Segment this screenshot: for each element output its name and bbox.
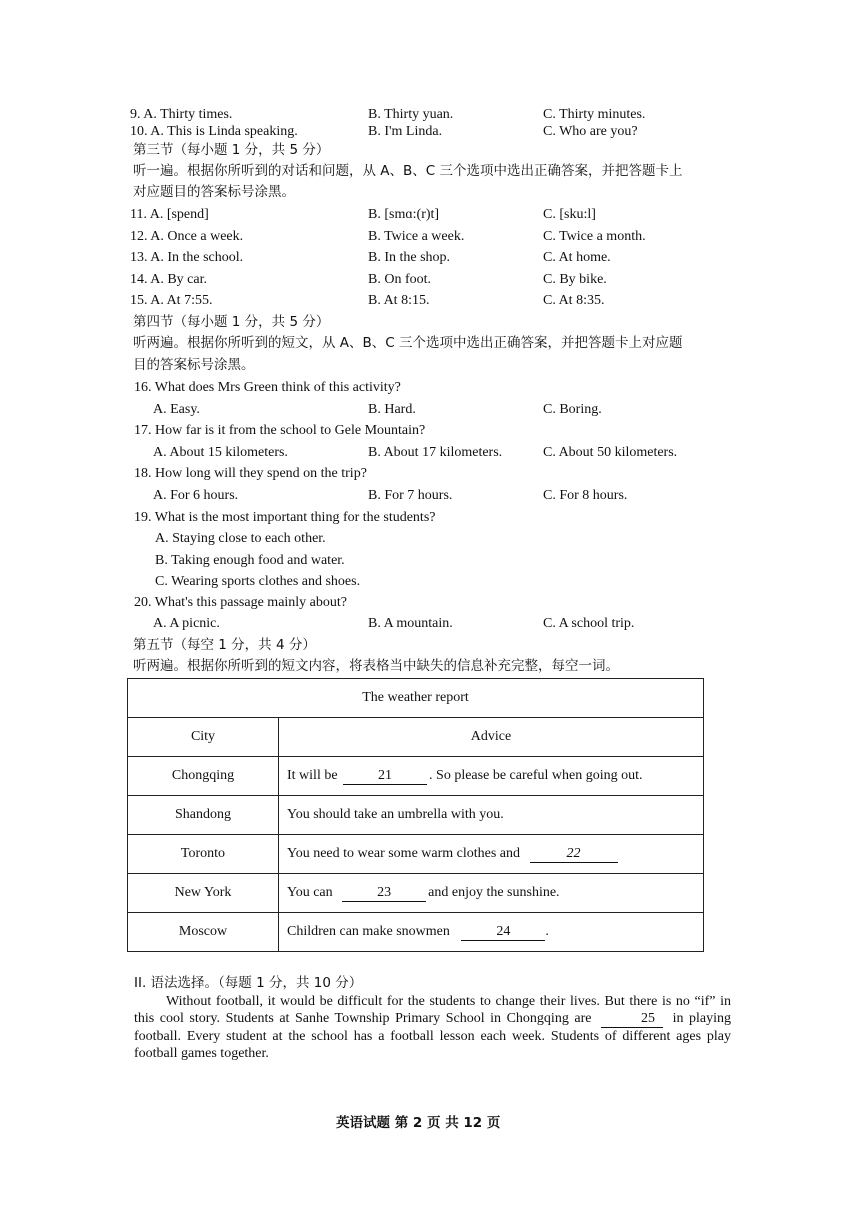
q16-question: 16. What does Mrs Green think of this activity? <box>134 380 401 395</box>
section4-instruction-line2: 目的答案标号涂黑。 <box>133 357 255 373</box>
q15-option-b: B. At 8:15. <box>368 293 430 308</box>
q18-option-a: A. For 6 hours. <box>153 488 239 503</box>
q17-option-b: B. About 17 kilometers. <box>368 445 503 460</box>
advice-text-pre: You can <box>287 884 333 900</box>
q19-option-b: B. Taking enough food and water. <box>155 553 345 568</box>
q9-option-a: 9. A. Thirty times. <box>130 107 233 122</box>
table-row <box>128 913 704 952</box>
table-row <box>128 874 704 913</box>
section4-heading: 第四节（每小题 1 分，共 5 分） <box>133 314 330 330</box>
q20-question: 20. What's this passage mainly about? <box>134 595 348 610</box>
weather-report-table <box>127 678 704 952</box>
passage-text-pre: Without football, it would be difficult for the students to change their lives. But there is no “if” in this cool story. Students at Sanhe Township Primary School in Chongqing are <box>134 994 731 1026</box>
q12-option-c: C. Twice a month. <box>543 229 646 244</box>
section3-instruction-line1: 听一遍。根据你所听到的对话和问题，从 A、B、C 三个选项中选出正确答案，并把答题卡上 <box>133 163 683 179</box>
advice-text-post: and enjoy the sunshine. <box>428 884 560 900</box>
section5-instruction: 听两遍。根据你所听到的短文内容，将表格当中缺失的信息补充完整，每空一词。 <box>133 658 619 674</box>
q9-option-b: B. Thirty yuan. <box>368 107 454 122</box>
q17-question: 17. How far is it from the school to Gele Mountain? <box>134 423 426 438</box>
advice-cell <box>279 835 704 874</box>
section3-instruction-line2: 对应题目的答案标号涂黑。 <box>133 184 295 200</box>
q16-option-c: C. Boring. <box>543 402 602 417</box>
q14-option-b: B. On foot. <box>368 272 431 287</box>
q16-option-b: B. Hard. <box>368 402 416 417</box>
page-footer: 英语试题 第 2 页 共 12 页 <box>336 1115 501 1131</box>
q18-option-b: B. For 7 hours. <box>368 488 453 503</box>
q20-option-c: C. A school trip. <box>543 616 635 631</box>
q18-question: 18. How long will they spend on the trip? <box>134 466 367 481</box>
q11-option-b: B. [smɑ:(r)t] <box>368 207 440 222</box>
q14-option-c: C. By bike. <box>543 272 607 287</box>
q10-option-c: C. Who are you? <box>543 124 638 139</box>
q13-option-c: C. At home. <box>543 250 611 265</box>
q9-option-c: C. Thirty minutes. <box>543 107 646 122</box>
advice-text-pre: It will be <box>287 767 338 783</box>
q15-option-a: 15. A. At 7:55. <box>130 293 213 308</box>
q20-option-a: A. A picnic. <box>153 616 220 631</box>
q12-option-b: B. Twice a week. <box>368 229 465 244</box>
q17-option-c: C. About 50 kilometers. <box>543 445 678 460</box>
answer-blank-23[interactable]: 23 <box>342 885 426 902</box>
answer-blank-24[interactable]: 24 <box>461 924 545 941</box>
q10-option-b: B. I'm Linda. <box>368 124 443 139</box>
q16-option-a: A. Easy. <box>153 402 200 417</box>
q19-option-c: C. Wearing sports clothes and shoes. <box>155 574 361 589</box>
q11-option-a: 11. A. [spend] <box>130 207 209 222</box>
answer-blank-21[interactable]: 21 <box>343 768 427 785</box>
advice-text-post: . So please be careful when going out. <box>429 767 643 783</box>
q12-option-a: 12. A. Once a week. <box>130 229 244 244</box>
city-cell: Toronto <box>128 835 279 874</box>
advice-cell <box>279 757 704 796</box>
section5-heading: 第五节（每空 1 分，共 4 分） <box>133 637 316 653</box>
q10-option-a: 10. A. This is Linda speaking. <box>130 124 298 139</box>
advice-text-pre: You need to wear some warm clothes and <box>287 845 521 861</box>
q13-option-a: 13. A. In the school. <box>130 250 244 265</box>
city-cell: New York <box>128 874 279 913</box>
answer-blank-25[interactable]: 25 <box>601 1011 663 1028</box>
section4-instruction-line1: 听两遍。根据你所听到的短文，从 A、B、C 三个选项中选出正确答案，并把答题卡上对应题 <box>133 335 683 351</box>
passage-text-post: in playing football. Every student at the school has a football lesson each week. Students of different ages play football games together. <box>134 1011 732 1061</box>
q14-option-a: 14. A. By car. <box>130 272 207 287</box>
grammar-passage <box>134 993 731 1062</box>
advice-text-pre: Children can make snowmen <box>287 923 450 939</box>
q17-option-a: A. About 15 kilometers. <box>153 445 288 460</box>
advice-cell <box>279 874 704 913</box>
table-row <box>128 757 704 796</box>
advice-text-post: . <box>545 923 549 939</box>
q20-option-b: B. A mountain. <box>368 616 453 631</box>
q19-option-a: A. Staying close to each other. <box>155 531 326 546</box>
city-cell: Chongqing <box>128 757 279 796</box>
table-title: The weather report <box>128 679 704 718</box>
column-header-city: City <box>128 718 279 757</box>
table-row <box>128 835 704 874</box>
city-cell: Shandong <box>128 796 279 835</box>
q18-option-c: C. For 8 hours. <box>543 488 628 503</box>
advice-cell <box>279 913 704 952</box>
table-row <box>128 796 704 835</box>
q15-option-c: C. At 8:35. <box>543 293 605 308</box>
column-header-advice: Advice <box>279 718 704 757</box>
answer-blank-22[interactable]: 22 <box>530 846 618 863</box>
q11-option-c: C. [sku:l] <box>543 207 596 222</box>
section3-heading: 第三节（每小题 1 分，共 5 分） <box>133 142 330 158</box>
grammar-heading: II. 语法选择。（每题 1 分，共 10 分） <box>134 975 363 991</box>
city-cell: Moscow <box>128 913 279 952</box>
advice-cell: You should take an umbrella with you. <box>279 796 704 835</box>
q13-option-b: B. In the shop. <box>368 250 451 265</box>
q19-question: 19. What is the most important thing for the students? <box>134 510 436 525</box>
